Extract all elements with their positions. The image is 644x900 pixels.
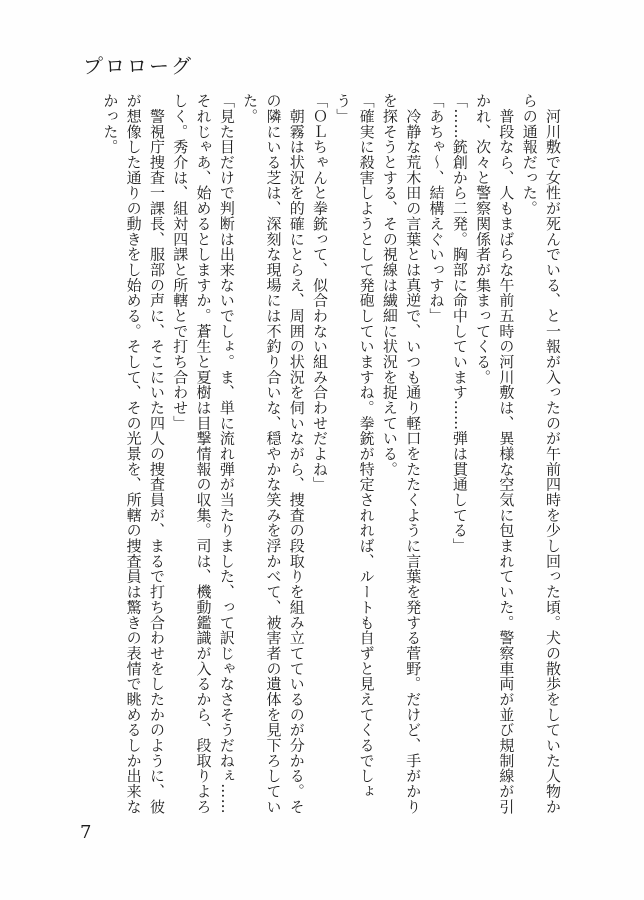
body-text [98,93,564,815]
paragraph: 「見た目だけで判断は出来ないでしょ。ま、単に流れ弾が当たりました、って訳じゃなさそうだねぇ……それじゃあ、始めるとしますか。蒼生と夏樹は目撃情報の収集。司は、機動鑑識が入るから、段取りよろしく。秀介は、組対四課と所轄とで打ち合わせ」 [171,93,236,814]
paragraph: 河川敷で女性が死んでいる、と一報が入ったのが午前四時を少し回った頃。犬の散歩をしていた人物からの通報だった。 [520,93,562,814]
paragraph: 「確実に殺害しようとして発砲していますね。拳銃が特定されれば、ルートも自ずと見えてくるでしょう」 [334,93,376,799]
page-number: 7 [80,822,92,843]
paragraph: 「ＯＬちゃんと拳銃って、似合わない組み合わせだよね」 [311,93,330,492]
paragraph: 普段なら、人もまばらな午前五時の河川敷は、異様な空気に包まれていた。警察車両が並び規制線が引かれ、次々と警察関係者が集まってくる。 [474,93,516,814]
paragraph: 冷静な荒木田の言葉とは真逆で、いつも通り軽口をたたくように言葉を発する菅野。だけど、手がかりを探そうとする、その視線は繊細に状況を捉えている。 [380,93,423,814]
paragraph: 朝霧は状況を的確にとらえ、周囲の状況を伺いながら、捜査の段取りを組み立てているのが分かる。その隣にいる芝は、深刻な現場には不釣り合いな、穏やかな笑みを浮かべて、被害者の遺体を見下ろしていた。 [241,93,306,814]
chapter-title: プロローグ [83,54,193,78]
paragraph: 「あちゃ～、結構えぐいっすね」 [427,93,446,324]
paragraph: 警視庁捜査一課長、服部の声に、そこにいた四人の捜査員が、まるで打ち合わせをしたかのように、彼が想像した通りの動きをし始める。そして、その光景を、所轄の捜査員は驚きの表情で眺めるしか出来なかった。 [101,93,166,814]
paragraph: 「……銃創から二発。胸部に命中しています……弾は貫通してる」 [450,93,469,554]
